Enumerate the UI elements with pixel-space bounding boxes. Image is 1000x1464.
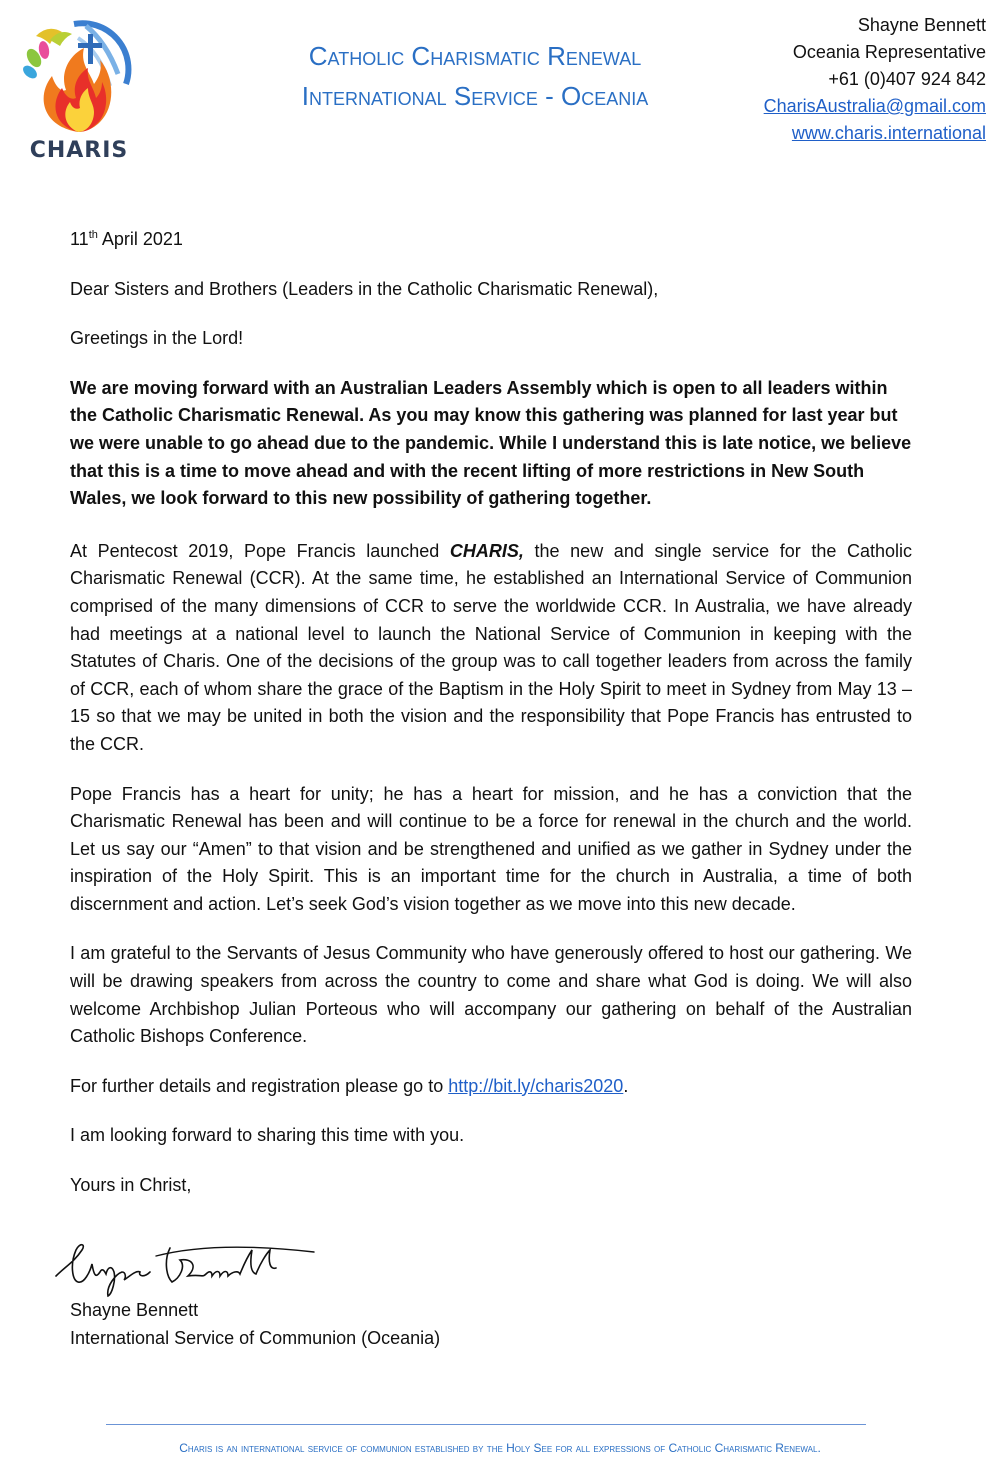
date-day: 11 — [70, 229, 89, 249]
footer-divider — [106, 1424, 866, 1425]
contact-email-link[interactable]: CharisAustralia@gmail.com — [763, 96, 986, 116]
charis-logo — [14, 14, 144, 166]
signer-block — [70, 1296, 440, 1352]
para5-before: For further details and registration please go to — [70, 1075, 449, 1096]
charis-flame-dove-globe-icon — [14, 14, 144, 138]
para2-after: the new and single service for the Catholic Charismatic Renewal (CCR). At the same time, he established an International Service of Communion comprised of the many dimensions of CCR to serve the worldwide CCR. In Australia, we have already had meetings at a national level to launch the National Service of Communion in keeping with the Statutes of Charis. One of the decisions of the group was to call together leaders from across the family of CCR, each of whom share the grace of the Baptism in the Holy Spirit to meet in Sydney from May 13 – 15 so that we may be united in both the vision and the responsibility that Pope Francis has entrusted to the CCR. — [70, 540, 913, 754]
contact-role: Oceania Representative — [792, 42, 986, 62]
para2-emphasis: CHARIS, — [449, 540, 524, 561]
para5-after: . — [623, 1075, 629, 1096]
letter-paragraph-registration — [70, 1073, 912, 1101]
handwritten-signature — [52, 1236, 322, 1300]
letter-greeting: Greetings in the Lord! — [70, 328, 244, 349]
letter-paragraph-unity: Pope Francis has a heart for unity; he has a heart for mission, and he has a conviction that the Charismatic Renewal has been and will continue to be a force for renewal in the church and the world. Let us say our “Amen” to that vision and be strengthened and unified as we gather in Sydney under the inspiration of the Holy Spirit. This is an important time for the church in Australia, a time of both discernment and action. Let’s seek God’s vision together as we move into this new decade. — [70, 783, 912, 914]
date-rest: April 2021 — [97, 229, 183, 249]
contact-name: Shayne Bennett — [857, 15, 986, 35]
letter-salutation: Dear Sisters and Brothers (Leaders in the Catholic Charismatic Renewal), — [70, 278, 659, 299]
contact-phone: +61 (0)407 924 842 — [828, 69, 986, 89]
letter-closing: Yours in Christ, — [70, 1175, 192, 1196]
contact-block — [764, 12, 986, 147]
para2-before: At Pentecost 2019, Pope Francis launched — [70, 540, 450, 561]
registration-link[interactable]: http://bit.ly/charis2020 — [448, 1075, 624, 1096]
contact-website-link[interactable]: www.charis.international — [791, 123, 986, 143]
letter-paragraph-gathering: I am grateful to the Servants of Jesus Community who have generously offered to host our gathering. We will be drawing speakers from across the country to come and share what God is doing. We will also welcome Archbishop Julian Porteous who will accompany our gathering on behalf of the Australian Catholic Bishops Conference. — [70, 943, 912, 1047]
letter-paragraph-closing-note: I am looking forward to sharing this time with you. — [70, 1125, 465, 1146]
organization-line-2: International Service - Oceania — [301, 81, 649, 111]
organization-line-1: Catholic Charismatic Renewal — [308, 41, 642, 71]
signer-title: International Service of Communion (Oceania) — [70, 1328, 441, 1348]
logo-wordmark: CHARIS — [29, 138, 129, 163]
letter-intro-paragraph: We are moving forward with an Australian Leaders Assembly which is open to all leaders within the Catholic Charismatic Renewal. As you may know this gathering was planned for last year but we were unable to go ahead due to the pandemic. While I understand this is late notice, we believe that this is a time to move ahead and with the recent lifting of more restrictions in New South Wales, we look forward to this new possibility of gathering together. — [70, 377, 912, 509]
footer-text: Charis is an international service of communion established by the Holy See for all expressions of Catholic Charismatic Renewal. — [179, 1441, 821, 1455]
letter-body — [70, 226, 912, 1222]
letter-paragraph-charis — [70, 538, 912, 759]
letter-date — [70, 226, 912, 254]
organization-title — [230, 36, 720, 116]
date-suffix: th — [88, 229, 98, 241]
signer-name: Shayne Bennett — [70, 1300, 199, 1320]
